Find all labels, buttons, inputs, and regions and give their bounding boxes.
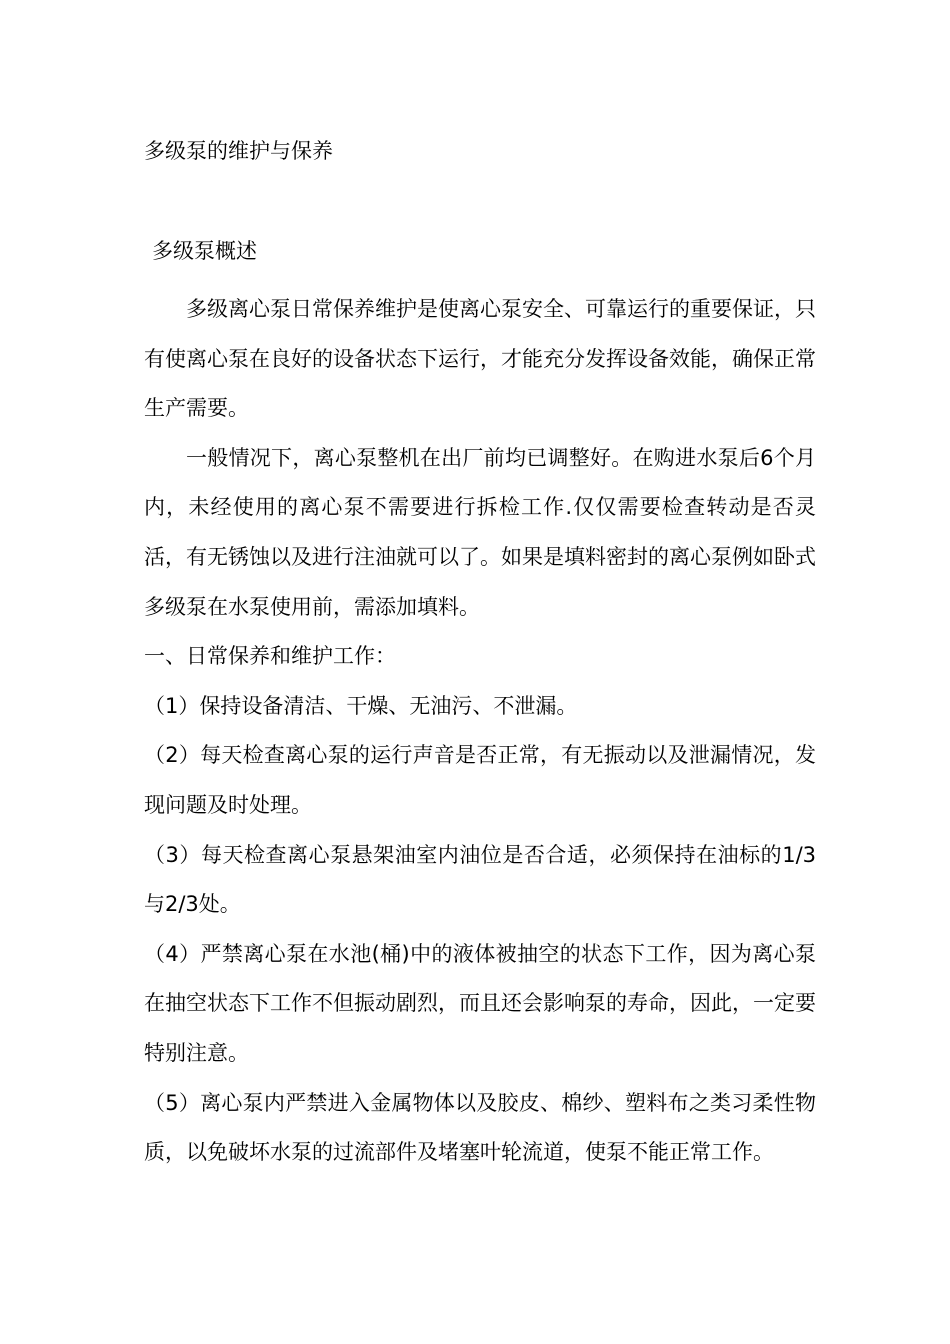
document-title: 多级泵的维护与保养 (144, 139, 333, 163)
intro-paragraph: 多级离心泵日常保养维护是使离心泵安全、可靠运行的重要保证，只有使离心泵在良好的设备状态下运行，才能充分发挥设备效能，确保正常生产需要。 (144, 297, 816, 421)
list-item: （3）每天检查离心泵悬架油室内油位是否合适，必须保持在油标的1/3与2/3处。 (144, 842, 816, 917)
document-body (144, 285, 816, 1178)
daily-maintenance-heading: 一、日常保养和维护工作： (144, 644, 396, 669)
list-item: （1）保持设备清洁、干燥、无油污、不泄漏。 (144, 693, 578, 718)
list-item: （4）严禁离心泵在水池(桶)中的液体被抽空的状态下工作，因为离心泵在抽空状态下工作不但振动剧烈，而且还会影响泵的寿命，因此，一定要特别注意。 (144, 941, 816, 1065)
list-item: （2）每天检查离心泵的运行声音是否正常，有无振动以及泄漏情况，发现问题及时处理。 (144, 743, 816, 817)
section-heading: 多级泵概述 (152, 239, 257, 263)
list-item: （5）离心泵内严禁进入金属物体以及胶皮、棉纱、塑料布之类习柔性物质，以免破坏水泵的过流部件及堵塞叶轮流道，使泵不能正常工作。 (144, 1090, 816, 1165)
intro-paragraph: 一般情况下，离心泵整机在出厂前均已调整好。在购进水泵后6个月内，未经使用的离心泵不需要进行拆检工作.仅仅需要检查转动是否灵活，有无锈蚀以及进行注油就可以了。如果是填料密封的离心泵例如卧式多级泵在水泵使用前，需添加填料。 (144, 445, 816, 619)
